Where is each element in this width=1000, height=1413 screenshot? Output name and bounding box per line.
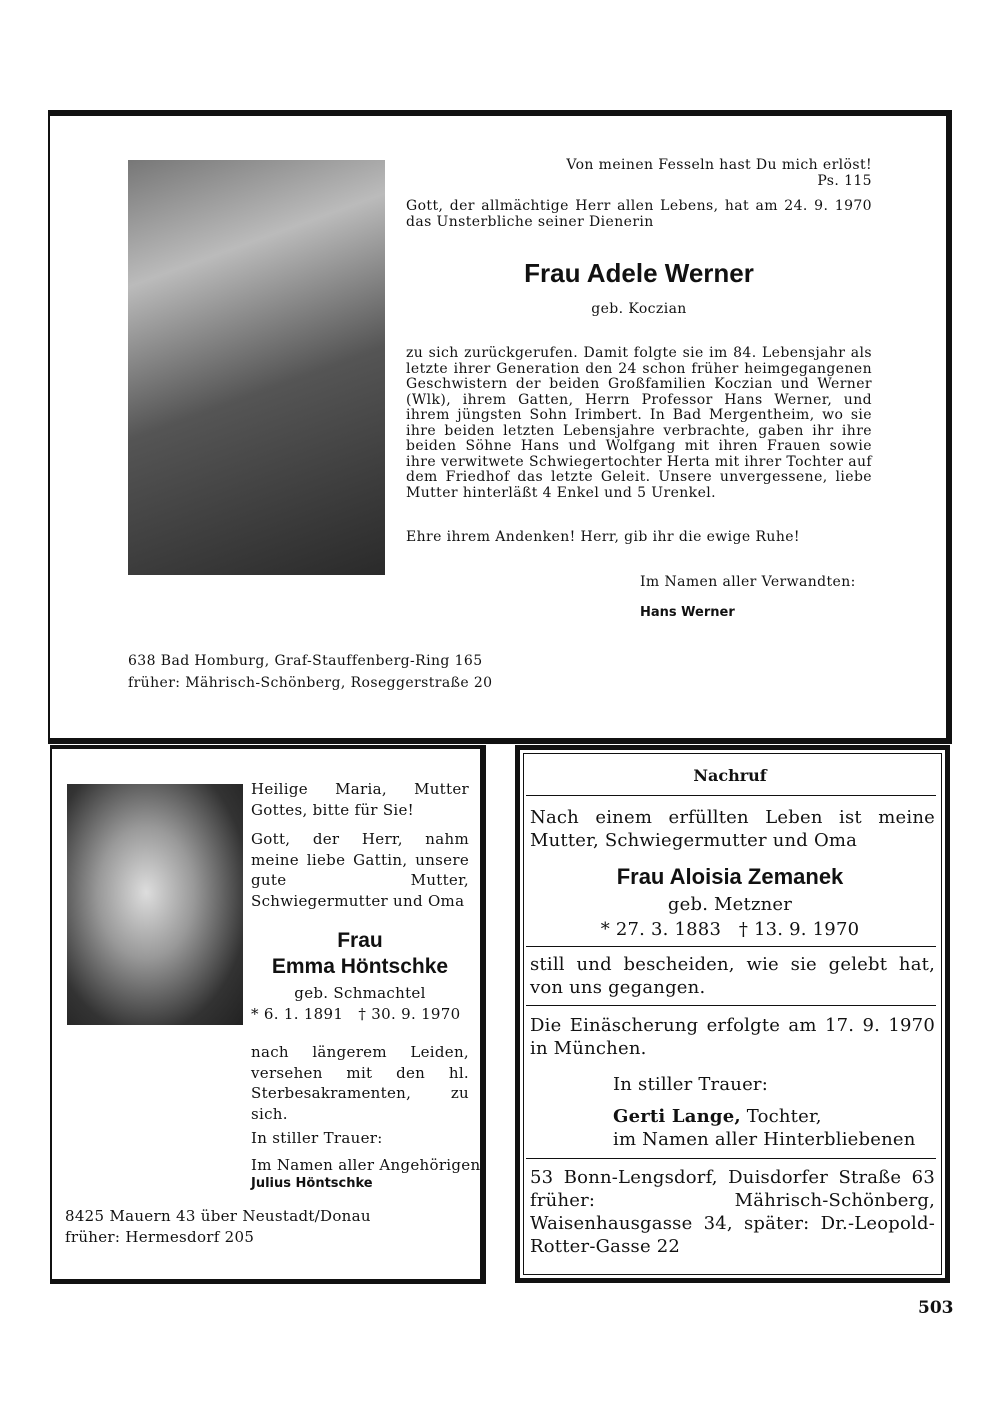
address-former: früher: Mährisch-Schönberg, Roseggerstraße 20 — [128, 675, 493, 691]
intro: Gott, der allmächtige Herr allen Lebens, hat am 24. 9. 1970 das Unsterbliche seiner Dienerin — [406, 198, 872, 230]
body-text: nach längerem Leiden, versehen mit den hl. Sterbesakramenten, zu sich. — [251, 1043, 469, 1123]
signoff: Im Namen aller Angehörigen — [251, 1156, 481, 1174]
deceased-name: Frau Adele Werner — [524, 258, 754, 288]
signer: Gerti Lange, — [613, 1106, 741, 1127]
address: 638 Bad Homburg, Graf-Stauffenberg-Ring 165 — [128, 653, 483, 669]
life-dates: * 6. 1. 1891 † 30. 9. 1970 — [251, 1005, 461, 1023]
epigraph-ref: Ps. 115 — [817, 173, 872, 189]
intro: Gott, der Herr, nahm meine liebe Gattin, unsere gute Mutter, Schwiegermutter und Oma — [251, 830, 469, 910]
prayer: Heilige Maria, Mutter Gottes, bitte für Sie! — [251, 780, 469, 819]
maiden-name: geb. Koczian — [591, 301, 687, 317]
closing: Ehre ihrem Andenken! Herr, gib ihr die ewige Ruhe! — [406, 529, 800, 545]
life-dates: * 27. 3. 1883 † 13. 9. 1970 — [600, 919, 860, 940]
deceased-name: Emma Höntschke — [271, 955, 449, 978]
heading: Nachruf — [693, 766, 767, 785]
body-text: zu sich zurückgerufen. Damit folgte sie im 84. Lebensjahr als letzte ihrer Generation den 24 schon früher heimgegangenen Geschwistern der beiden Großfamilien Koczian und Werner (Wlk), ihrem Gatten, Herrn Professor Hans Werner, und ihrem jüngsten Sohn Irimbert. In Bad Mergentheim, wo sie ihre beiden letzten Lebensjahre verbrachte, gaben ihr ihre beiden Söhne Hans und Wolfgang mit ihren Frauen sowie ihre verwitwete Schwiegertochter Herta mit ihrer Tochter auf dem Friedhof das letzte Geleit. Unsere unvergessene, liebe Mutter hinterläßt 4 Enkel und 5 Urenkel. — [406, 345, 872, 501]
signer: Hans Werner — [640, 605, 735, 620]
divider — [526, 795, 936, 796]
divider — [526, 1158, 936, 1159]
mourning: In stiller Trauer: — [613, 1074, 769, 1095]
address-former: früher: Hermesdorf 205 — [65, 1228, 255, 1246]
body-text: still und bescheiden, wie sie gelebt hat, von uns gegangen. — [530, 954, 935, 998]
divider — [526, 1005, 936, 1006]
photo-adele-werner — [128, 160, 385, 575]
cremation: Die Einäscherung erfolgte am 17. 9. 1970 in München. — [530, 1015, 935, 1059]
epigraph: Von meinen Fesseln hast Du mich erlöst! — [566, 157, 872, 173]
address: 53 Bonn-Lengsdorf, Duisdorfer Straße 63 früher: Mährisch-Schönberg, Waisenhausgasse 34, später: Dr.-Leopold-Rotter-Gasse 22 — [530, 1167, 935, 1257]
signer-line-2: im Namen aller Hinterbliebenen — [613, 1129, 916, 1150]
page-number: 503 — [918, 1298, 954, 1318]
intro: Nach einem erfüllten Leben ist meine Mutter, Schwiegermutter und Oma — [530, 807, 935, 851]
address: 8425 Mauern 43 über Neustadt/Donau — [65, 1207, 371, 1225]
deceased-title: Frau — [337, 929, 383, 952]
signer-role: Tochter, — [740, 1106, 822, 1127]
signer-line — [613, 1105, 822, 1128]
maiden-name: geb. Metzner — [667, 894, 793, 915]
signoff: Im Namen aller Verwandten: — [640, 574, 856, 590]
mourning: In stiller Trauer: — [251, 1129, 383, 1147]
divider — [526, 946, 936, 947]
photo-emma-hoentschke — [67, 784, 243, 1025]
deceased-name: Frau Aloisia Zemanek — [616, 864, 844, 889]
maiden-name: geb. Schmachtel — [294, 984, 426, 1002]
signer: Julius Höntschke — [251, 1176, 373, 1191]
